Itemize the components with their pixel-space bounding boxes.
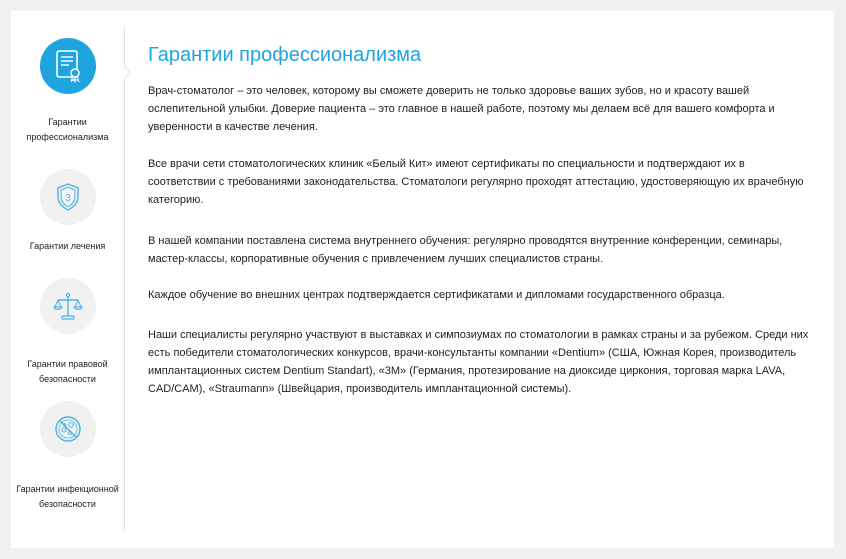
no-germs-icon (40, 401, 96, 457)
content-paragraph: Врач-стоматолог – это человек, которому вы сможете доверить не только здоровье ваших зубов, но и красоту вашей ослепительной улыбки. Доверие пациента – это главное в нашей работе, поэтому мы делаем всё для вашего комфорта и уверенности в качестве лечения. (148, 85, 775, 133)
sidebar-item-label: Гарантии правовой безопасности (27, 359, 108, 384)
sidebar-item-treatment[interactable] (11, 161, 124, 271)
certificate-icon (40, 38, 96, 94)
sidebar-item-legal-safety[interactable] (11, 271, 124, 396)
content-paragraph: Все врачи сети стоматологических клиник «Белый Кит» имеют сертификаты по специальности и подтверждают их в соответствии с требованиями законодательства. Стоматологи регулярно проходят аттестацию, удостоверяющую их врачебную категорию. (148, 158, 804, 206)
svg-text:3: 3 (65, 193, 71, 204)
guarantees-sidebar (11, 11, 124, 548)
sidebar-item-label: Гарантии лечения (29, 241, 106, 251)
scales-icon (40, 278, 96, 334)
sidebar-item-professionalism[interactable] (11, 11, 124, 161)
guarantees-panel (11, 11, 834, 548)
sidebar-item-label: Гарантии инфекционной безопасности (16, 484, 119, 509)
content-paragraph: В нашей компании поставлена система внутреннего обучения: регулярно проводятся внутренние конференции, семинары, мастер-классы, корпоративные обучения с привлечением лучших специалистов страны. (148, 235, 783, 265)
page-title: Гарантии профессионализма (148, 44, 422, 66)
content-paragraph: Каждое обучение во внешних центрах подтверждается сертификатами и дипломами государственного образца. (148, 289, 725, 301)
sidebar-divider (124, 26, 125, 531)
content-paragraph: Наши специалисты регулярно участвуют в выставках и симпозиумах по стоматологии в рамках страны и за рубежом. Среди них есть победители стоматологических конкурсов, врачи-консультанты компании «Dentium» (США, Южная Корея, производитель имплантационных систем Dentium Standart), «3M» (Германия, протезирование на диоксиде циркония, торговая марка LAVA, CAD/CAM), «Straumann» (Швейцария, производитель имплантационной системы). (148, 329, 809, 395)
sidebar-item-infection-safety[interactable] (11, 396, 124, 536)
sidebar-item-label: Гарантии профессионализма (26, 117, 109, 142)
shield-3-icon (40, 169, 96, 225)
